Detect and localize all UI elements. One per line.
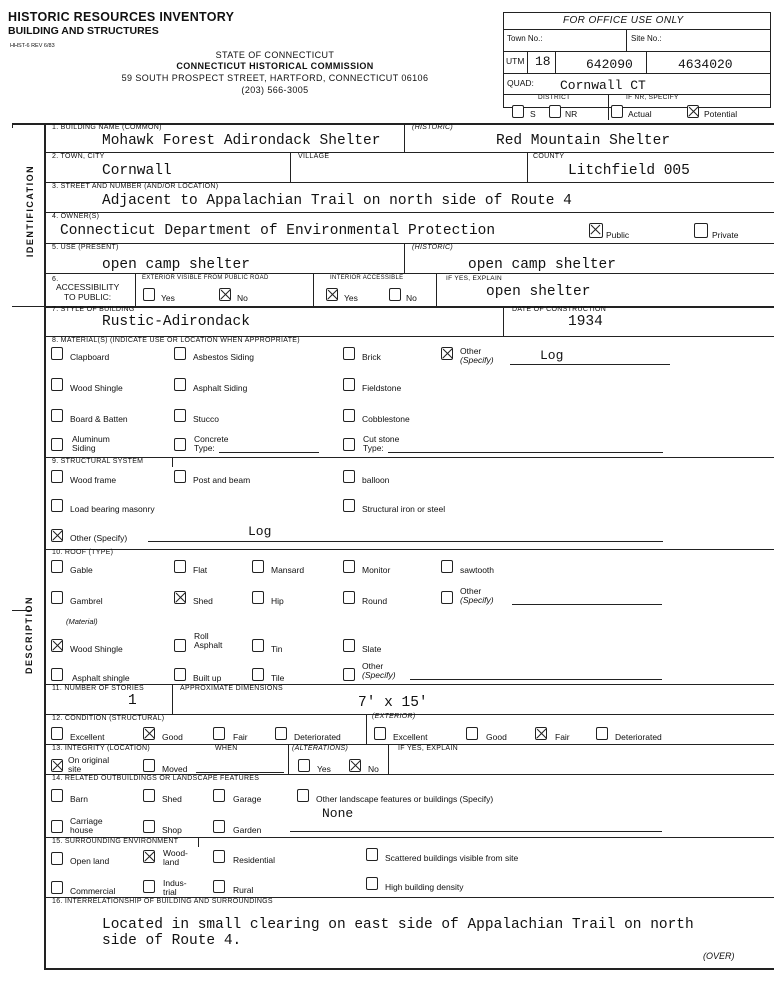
- mat-asphalt-label: Asphalt Siding: [193, 383, 248, 393]
- village-label: VILLAGE: [298, 153, 330, 160]
- alterations-no-checkbox[interactable]: [349, 759, 361, 772]
- roof-gambrel-checkbox[interactable]: [51, 591, 63, 604]
- mat-concrete-label-1: Concrete: [194, 434, 229, 444]
- nr-potential-checkbox[interactable]: [687, 105, 699, 118]
- mat-aluminum-label-1: Aluminum: [72, 434, 110, 444]
- utm-easting: 642090: [586, 57, 633, 72]
- agency-address: 59 SOUTH PROSPECT STREET, HARTFORD, CONNECTICUT 06106: [121, 73, 429, 83]
- nr-actual-checkbox[interactable]: [611, 105, 623, 118]
- related-label: 14. RELATED OUTBUILDINGS OR LANDSCAPE FEATURES: [52, 775, 260, 782]
- integrity-original-checkbox[interactable]: [51, 759, 63, 772]
- quad-label: QUAD:: [507, 78, 534, 88]
- dimensions-label: APPROXIMATE DIMENSIONS: [180, 685, 283, 692]
- mat-brick-label: Brick: [362, 352, 381, 362]
- building-name-common: Mohawk Forest Adirondack Shelter: [102, 133, 381, 149]
- related-other-checkbox[interactable]: [297, 789, 309, 802]
- mat-clapboard-label: Clapboard: [70, 352, 110, 362]
- access-explain-label: IF YES, EXPLAIN: [446, 275, 503, 282]
- struct-balloon-checkbox[interactable]: [343, 470, 355, 483]
- roof-mansard-checkbox[interactable]: [252, 560, 264, 573]
- roof-mat-roll-label-1: Roll: [194, 631, 209, 641]
- district-nr-checkbox[interactable]: [549, 105, 561, 118]
- struct-woodframe-checkbox[interactable]: [51, 470, 63, 483]
- mat-aluminum-label-2: Siding: [72, 443, 96, 453]
- town-label: 2. TOWN, CITY: [52, 153, 105, 160]
- env-woodland-checkbox[interactable]: [143, 850, 155, 863]
- env-industrial-checkbox[interactable]: [143, 880, 155, 893]
- mat-board-checkbox[interactable]: [51, 409, 63, 422]
- cond-ext-excellent-label: Excellent: [393, 732, 428, 742]
- related-other-label: Other landscape features or buildings (Specify): [316, 794, 494, 804]
- roof-hip-label: Hip: [271, 596, 284, 606]
- interior-accessible-label: INTERIOR ACCESSIBLE: [330, 275, 404, 281]
- materials-label: 8. MATERIAL(S) (INDICATE USE OR LOCATION WHEN APPROPRIATE): [52, 337, 300, 344]
- roof-round-checkbox[interactable]: [343, 591, 355, 604]
- alterations-yes-label: Yes: [317, 764, 331, 774]
- integrity-explain-label: IF YES, EXPLAIN: [398, 745, 459, 752]
- struct-loadbearing-label: Load bearing masonry: [70, 504, 155, 514]
- mat-cutstone-label-2: Type:: [363, 443, 384, 453]
- related-garden-checkbox[interactable]: [213, 820, 225, 833]
- county-label: COUNTY: [533, 153, 565, 160]
- related-shop-label: Shop: [162, 825, 182, 835]
- integrity-original-label-2: site: [68, 764, 82, 774]
- roof-other-label-1: Other: [460, 586, 482, 596]
- district-s-checkbox[interactable]: [512, 105, 524, 118]
- nr-specify-label: IF NR, SPECIFY: [626, 94, 679, 101]
- roof-material-label: (Material): [66, 617, 98, 626]
- env-commercial-label: Commercial: [70, 886, 116, 896]
- description-side-label: DESCRIPTION: [24, 596, 34, 675]
- when-label: WHEN: [215, 745, 238, 752]
- roof-mat-slate-label: Slate: [362, 644, 382, 654]
- env-industrial-label-2: trial: [163, 887, 177, 897]
- cond-ext-deteriorated-checkbox[interactable]: [596, 727, 608, 740]
- mat-other-label-1: Other: [460, 346, 482, 356]
- alterations-label: (ALTERATIONS): [292, 745, 349, 752]
- roof-shed-checkbox[interactable]: [174, 591, 186, 604]
- roof-mat-other-label-2: (Specify): [362, 670, 396, 680]
- struct-other-checkbox[interactable]: [51, 529, 63, 542]
- roof-mat-roll-label-2: Asphalt: [194, 640, 223, 650]
- form-subtitle: BUILDING AND STRUCTURES: [8, 25, 159, 37]
- roof-mat-tin-checkbox[interactable]: [252, 639, 264, 652]
- roof-monitor-checkbox[interactable]: [343, 560, 355, 573]
- use-present: open camp shelter: [102, 257, 250, 273]
- exterior-visible-label: EXTERIOR VISIBLE FROM PUBLIC ROAD: [142, 275, 269, 281]
- site-no-label: Site No.:: [631, 34, 662, 43]
- env-scattered-checkbox[interactable]: [366, 848, 378, 861]
- struct-iron-checkbox[interactable]: [343, 499, 355, 512]
- struct-balloon-label: balloon: [362, 475, 390, 485]
- env-highdensity-label: High building density: [385, 882, 464, 892]
- mat-fieldstone-label: Fieldstone: [362, 383, 402, 393]
- cond-ext-deteriorated-label: Deteriorated: [615, 732, 662, 742]
- alterations-no-label: No: [368, 764, 379, 774]
- utm-zone: 18: [535, 54, 551, 69]
- mat-asbestos-checkbox[interactable]: [174, 347, 186, 360]
- env-rural-checkbox[interactable]: [213, 880, 225, 893]
- cond-struct-good-checkbox[interactable]: [143, 727, 155, 740]
- town-value: Cornwall: [102, 163, 172, 179]
- mat-other-checkbox[interactable]: [441, 347, 453, 360]
- cond-struct-fair-checkbox[interactable]: [213, 727, 225, 740]
- public-checkbox[interactable]: [589, 223, 603, 238]
- access-num: 6.: [52, 276, 59, 283]
- related-barn-checkbox[interactable]: [51, 789, 63, 802]
- nr-potential-label: Potential: [704, 109, 738, 119]
- mat-cobblestone-checkbox[interactable]: [343, 409, 355, 422]
- related-carriage-label-2: house: [70, 825, 94, 835]
- interior-no-checkbox[interactable]: [389, 288, 401, 301]
- roof-sawtooth-checkbox[interactable]: [441, 560, 453, 573]
- roof-gable-label: Gable: [70, 565, 93, 575]
- roof-round-label: Round: [362, 596, 388, 606]
- cond-ext-excellent-checkbox[interactable]: [374, 727, 386, 740]
- identification-side-label: IDENTIFICATION: [25, 164, 35, 258]
- roof-mat-tin-label: Tin: [271, 644, 283, 654]
- cond-struct-excellent-checkbox[interactable]: [51, 727, 63, 740]
- related-carriage-label-1: Carriage: [70, 816, 103, 826]
- roof-mat-builtup-checkbox[interactable]: [174, 668, 186, 681]
- env-woodland-label-1: Wood-: [163, 848, 188, 858]
- private-checkbox[interactable]: [694, 223, 708, 238]
- env-residential-label: Residential: [233, 855, 276, 865]
- env-highdensity-checkbox[interactable]: [366, 877, 378, 890]
- env-residential-checkbox[interactable]: [213, 850, 225, 863]
- private-label: Private: [712, 230, 739, 240]
- exterior-yes-label: Yes: [161, 293, 175, 303]
- mat-brick-checkbox[interactable]: [343, 347, 355, 360]
- struct-iron-label: Structural iron or steel: [362, 504, 446, 514]
- roof-gable-checkbox[interactable]: [51, 560, 63, 573]
- interrelationship-label: 16. INTERRELATIONSHIP OF BUILDING AND SURROUNDINGS: [52, 898, 273, 905]
- style-value: Rustic-Adirondack: [102, 314, 250, 330]
- integrity-moved-checkbox[interactable]: [143, 759, 155, 772]
- roof-mat-builtup-label: Built up: [193, 673, 222, 683]
- cond-struct-deteriorated-checkbox[interactable]: [275, 727, 287, 740]
- env-scattered-label: Scattered buildings visible from site: [385, 853, 519, 863]
- county-value: Litchfield 005: [568, 163, 690, 179]
- quad-value: Cornwall CT: [560, 78, 646, 93]
- structural-label: 9. STRUCTURAL SYSTEM: [52, 458, 144, 465]
- mat-stucco-checkbox[interactable]: [174, 409, 186, 422]
- roof-monitor-label: Monitor: [362, 565, 391, 575]
- interrelationship-line-1: Located in small clearing on east side of Appalachian Trail on north: [102, 917, 694, 933]
- utm-northing: 4634020: [678, 57, 733, 72]
- interior-yes-label: Yes: [344, 293, 358, 303]
- access-explain-value: open shelter: [486, 284, 591, 300]
- use-label: 5. USE (PRESENT): [52, 244, 119, 251]
- building-name-label: 1. BUILDING NAME (COMMON): [52, 124, 162, 131]
- struct-other-value: Log: [248, 524, 272, 539]
- roof-mat-asphaltshingle-checkbox[interactable]: [51, 668, 63, 681]
- stories-value: 1: [128, 693, 137, 709]
- cond-struct-fair-label: Fair: [233, 732, 248, 742]
- use-historic-label: (HISTORIC): [412, 244, 453, 251]
- roof-label: 10. ROOF (TYPE): [52, 549, 114, 556]
- mat-concrete-label-2: Type:: [194, 443, 215, 453]
- date-construction-label: DATE OF CONSTRUCTION: [512, 306, 607, 313]
- date-value: 1934: [568, 314, 603, 330]
- env-openland-checkbox[interactable]: [51, 852, 63, 865]
- integrity-original-label-1: On original: [68, 755, 110, 765]
- struct-postbeam-label: Post and beam: [193, 475, 251, 485]
- over-note: (OVER): [703, 951, 735, 961]
- mat-asbestos-label: Asbestos Siding: [193, 352, 254, 362]
- interior-yes-checkbox[interactable]: [326, 288, 338, 301]
- mat-other-label-2: (Specify): [460, 355, 494, 365]
- roof-shed-label: Shed: [193, 596, 213, 606]
- related-shed-label: Shed: [162, 794, 182, 804]
- access-label-1: ACCESSIBILITY: [56, 282, 120, 292]
- related-other-value: None: [322, 806, 354, 821]
- mat-clapboard-checkbox[interactable]: [51, 347, 63, 360]
- mat-fieldstone-checkbox[interactable]: [343, 378, 355, 391]
- environment-label: 15. SURROUNDING ENVIRONMENT: [52, 838, 179, 845]
- struct-loadbearing-checkbox[interactable]: [51, 499, 63, 512]
- condition-label: 12. CONDITION (STRUCTURAL): [52, 715, 165, 722]
- mat-aluminum-checkbox[interactable]: [51, 438, 63, 451]
- form-number: HHST-6 REV 6/83: [10, 43, 55, 49]
- env-rural-label: Rural: [233, 885, 254, 895]
- related-carriage-checkbox[interactable]: [51, 820, 63, 833]
- related-barn-label: Barn: [70, 794, 88, 804]
- env-commercial-checkbox[interactable]: [51, 881, 63, 894]
- struct-postbeam-checkbox[interactable]: [174, 470, 186, 483]
- integrity-label: 13. INTEGRITY (LOCATION): [52, 745, 150, 752]
- roof-hip-checkbox[interactable]: [252, 591, 264, 604]
- roof-sawtooth-label: sawtooth: [460, 565, 495, 575]
- street-label: 3. STREET AND NUMBER (AND/OR LOCATION): [52, 183, 219, 190]
- roof-flat-checkbox[interactable]: [174, 560, 186, 573]
- cond-ext-fair-label: Fair: [555, 732, 570, 742]
- agency-name: CONNECTICUT HISTORICAL COMMISSION: [176, 61, 374, 71]
- roof-mansard-label: Mansard: [271, 565, 305, 575]
- roof-mat-asphaltshingle-label: Asphalt shingle: [72, 673, 130, 683]
- mat-board-label: Board & Batten: [70, 414, 128, 424]
- roof-other-label-2: (Specify): [460, 595, 494, 605]
- interrelationship-line-2: side of Route 4.: [102, 933, 242, 949]
- cond-ext-good-checkbox[interactable]: [466, 727, 478, 740]
- cond-ext-good-label: Good: [486, 732, 507, 742]
- district-s-label: S: [530, 109, 536, 119]
- related-garage-checkbox[interactable]: [213, 789, 225, 802]
- related-garage-label: Garage: [233, 794, 262, 804]
- office-use-title: FOR OFFICE USE ONLY: [563, 15, 684, 26]
- roof-mat-roll-checkbox[interactable]: [174, 639, 186, 652]
- roof-mat-woodshingle-checkbox[interactable]: [51, 639, 63, 652]
- alterations-yes-checkbox[interactable]: [298, 759, 310, 772]
- district-label: DISTRICT: [538, 94, 571, 101]
- roof-flat-label: Flat: [193, 565, 208, 575]
- cond-struct-excellent-label: Excellent: [70, 732, 105, 742]
- roof-mat-tile-label: Tile: [271, 673, 285, 683]
- use-historic: open camp shelter: [468, 257, 616, 273]
- stories-label: 11. NUMBER OF STORIES: [52, 685, 145, 692]
- utm-label: UTM: [506, 56, 525, 66]
- env-openland-label: Open land: [70, 856, 110, 866]
- building-name-historic: Red Mountain Shelter: [496, 133, 671, 149]
- nr-actual-label: Actual: [628, 109, 652, 119]
- mat-woodshingle-checkbox[interactable]: [51, 378, 63, 391]
- env-woodland-label-2: land: [163, 857, 180, 867]
- roof-other-checkbox[interactable]: [441, 591, 453, 604]
- mat-concrete-checkbox[interactable]: [174, 438, 186, 451]
- access-label-2: TO PUBLIC:: [64, 292, 112, 302]
- cond-ext-fair-checkbox[interactable]: [535, 727, 547, 740]
- struct-woodframe-label: Wood frame: [70, 475, 117, 485]
- related-shop-checkbox[interactable]: [143, 820, 155, 833]
- related-shed-checkbox[interactable]: [143, 789, 155, 802]
- form-title: HISTORIC RESOURCES INVENTORY: [8, 10, 235, 24]
- roof-mat-woodshingle-label: Wood Shingle: [70, 644, 123, 654]
- cond-struct-good-label: Good: [162, 732, 183, 742]
- style-label: 7. STYLE OF BUILDING: [52, 306, 135, 313]
- owner-label: 4. OWNER(S): [52, 213, 100, 220]
- roof-mat-slate-checkbox[interactable]: [343, 639, 355, 652]
- agency-state: STATE OF CONNECTICUT: [215, 50, 335, 60]
- struct-other-label: Other (Specify): [70, 533, 128, 543]
- town-no-label: Town No.:: [507, 34, 543, 43]
- mat-cutstone-label-1: Cut stone: [363, 434, 400, 444]
- exterior-yes-checkbox[interactable]: [143, 288, 155, 301]
- mat-woodshingle-label: Wood Shingle: [70, 383, 123, 393]
- owner-value: Connecticut Department of Environmental Protection: [60, 223, 496, 239]
- public-label: Public: [606, 230, 630, 240]
- mat-cobblestone-label: Cobblestone: [362, 414, 410, 424]
- integrity-moved-label: Moved: [162, 764, 188, 774]
- mat-stucco-label: Stucco: [193, 414, 219, 424]
- roof-gambrel-label: Gambrel: [70, 596, 103, 606]
- district-nr-label: NR: [565, 109, 578, 119]
- mat-asphalt-checkbox[interactable]: [174, 378, 186, 391]
- agency-phone: (203) 566-3005: [241, 85, 309, 95]
- related-garden-label: Garden: [233, 825, 262, 835]
- interior-no-label: No: [406, 293, 417, 303]
- roof-mat-other-label-1: Other: [362, 661, 384, 671]
- roof-mat-other-checkbox[interactable]: [343, 668, 355, 681]
- exterior-no-label: No: [237, 293, 248, 303]
- env-industrial-label-1: Indus-: [163, 878, 187, 888]
- condition-exterior-label: (EXTERIOR): [372, 713, 416, 720]
- mat-cutstone-checkbox[interactable]: [343, 438, 355, 451]
- exterior-no-checkbox[interactable]: [219, 288, 231, 301]
- historic-name-label: (HISTORIC): [412, 124, 453, 131]
- mat-other-value: Log: [540, 348, 564, 363]
- roof-mat-tile-checkbox[interactable]: [252, 668, 264, 681]
- cond-struct-deteriorated-label: Deteriorated: [294, 732, 341, 742]
- street-value: Adjacent to Appalachian Trail on north side of Route 4: [102, 193, 572, 209]
- dimensions-value: 7' x 15': [358, 695, 428, 711]
